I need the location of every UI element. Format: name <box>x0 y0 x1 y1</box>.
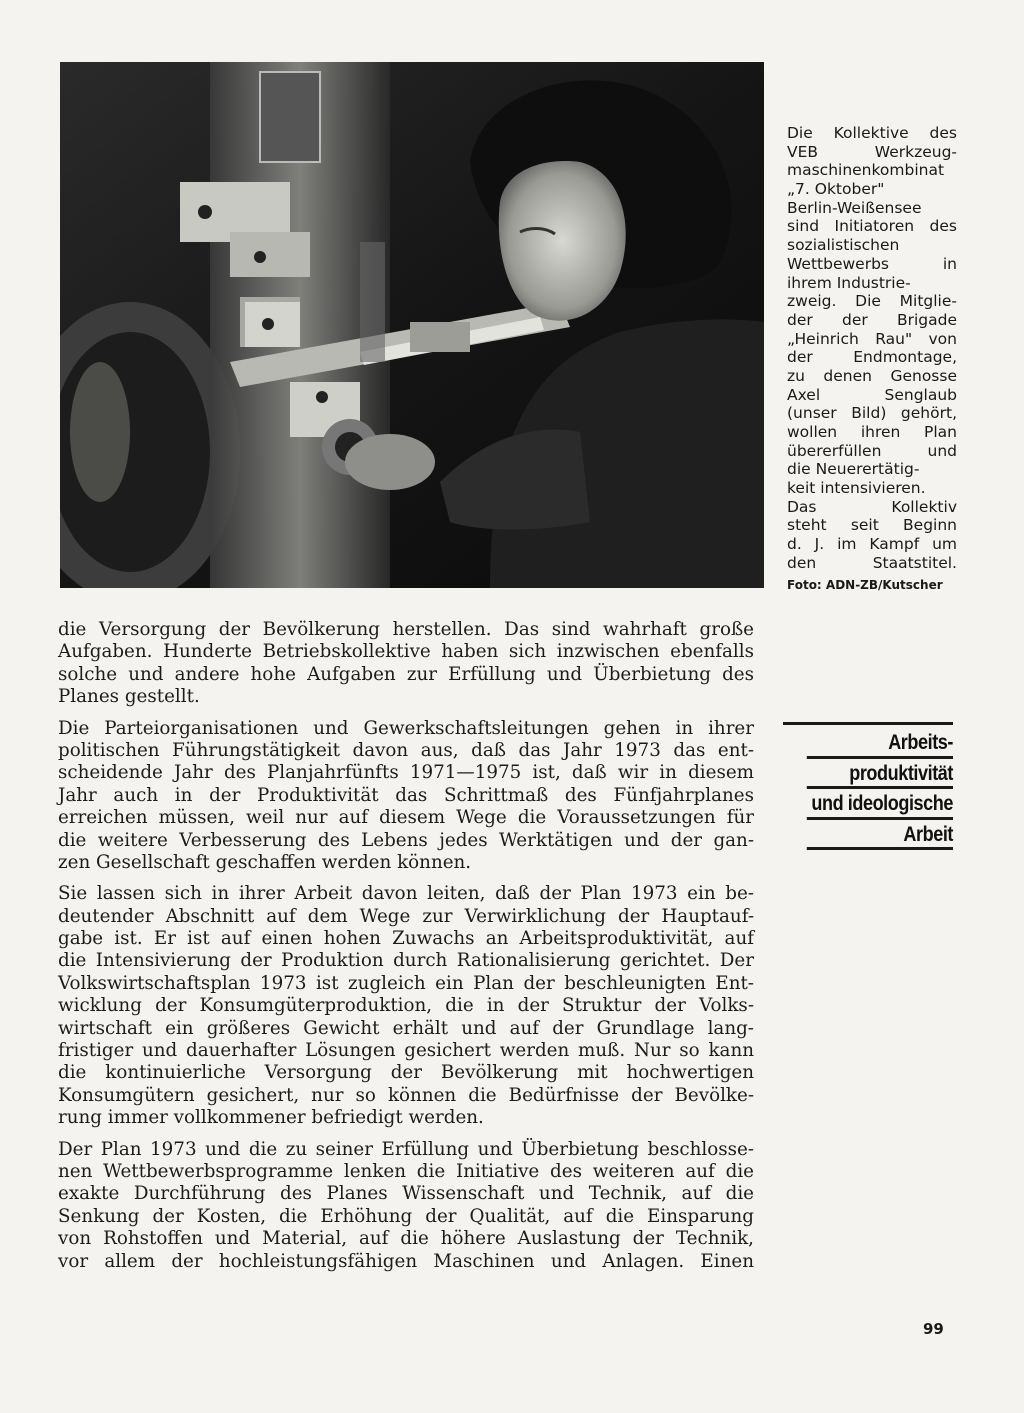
caption-line: sind Initiatoren des <box>787 217 957 236</box>
caption-line: „Heinrich Rau" von <box>787 329 957 348</box>
text-line: Volkswirtschaftsplan 1973 ist zugleich ein Plan der beschleunigten Ent- <box>58 972 754 994</box>
caption-line: Axel Senglaub <box>787 385 957 404</box>
text-line: die Versorgung der Bevölkerung herstellen. Das sind wahrhaft große <box>58 619 754 640</box>
text-line: Sie lassen sich in ihrer Arbeit davon leiten, daß der Plan 1973 ein be- <box>58 883 754 905</box>
text-line: erreichen müssen, weil nur auf diesem Wege die Voraussetzungen für <box>58 807 754 829</box>
caption-line: sozialistischen <box>787 236 900 255</box>
caption-line: (unser Bild) gehört, <box>787 404 957 423</box>
caption-line: VEB Werkzeug- <box>787 142 957 161</box>
text-line: exakte Durchführung des Planes Wissenschaft und Technik, auf die <box>58 1183 754 1205</box>
side-heading-line: und ideologische <box>807 789 953 820</box>
text-line: vor allem der hochleistungsfähigen Maschinen und Anlagen. Einen <box>58 1250 754 1272</box>
caption-line: steht seit Beginn <box>787 516 957 535</box>
page-number: 99 <box>923 1320 944 1338</box>
caption-line: der der Brigade <box>787 310 957 329</box>
text-line: Die Parteiorganisationen und Gewerkschaftsleitungen gehen in ihrer <box>58 717 754 739</box>
caption-line: zu denen Genosse <box>787 366 957 385</box>
text-line: scheidende Jahr des Planjahrfünfts 1971—1975 ist, daß wir in diesem <box>58 762 754 784</box>
text-line: die kontinuierliche Versorgung der Bevölkerung mit hochwertigen <box>58 1062 754 1084</box>
caption-line: keit intensivieren. <box>787 479 926 498</box>
text-line: fristiger und dauerhafter Lösungen gesichert werden muß. Nur so kann <box>58 1040 754 1062</box>
caption-line: Die Kollektive des <box>787 124 957 142</box>
text-line: deutender Abschnitt auf dem Wege zur Verwirklichung der Hauptauf- <box>58 905 754 927</box>
side-heading <box>783 722 953 850</box>
caption-line: den Staatstitel. <box>787 553 957 572</box>
caption-line: die Neuerertätig- <box>787 460 920 479</box>
text-line: Konsumgütern gesichert, nur so können die Bedürfnisse der Bevölke- <box>58 1084 754 1106</box>
text-line: die weitere Verbesserung des Lebens jedes Werktätigen und der gan- <box>58 829 754 851</box>
text-line: nen Wettbewerbsprogramme lenken die Initiative des weiteren auf die <box>58 1160 754 1182</box>
caption-line: Das Kollektiv <box>787 497 957 516</box>
text-line: rung immer vollkommener befriedigt werden. <box>58 1107 484 1129</box>
side-heading-line: Arbeits- <box>807 728 953 759</box>
caption-line: wollen ihren Plan <box>787 423 957 441</box>
caption-line: Berlin-Weißensee <box>787 198 922 217</box>
paragraph <box>58 883 754 1129</box>
side-heading-line: Arbeit <box>807 820 953 851</box>
text-line: politischen Führungstätigkeit davon aus, daß das Jahr 1973 das ent- <box>58 739 754 761</box>
caption-line: der Endmontage, <box>787 348 957 367</box>
caption-line: d. J. im Kampf um <box>787 535 957 554</box>
text-line: zen Gesellschaft geschaffen werden können. <box>58 851 472 873</box>
side-heading-line: produktivität <box>807 759 953 790</box>
paragraph <box>58 619 754 709</box>
text-line: Planes gestellt. <box>58 686 200 708</box>
text-line: Senkung der Kosten, die Erhöhung der Qualität, auf die Einsparung <box>58 1205 754 1227</box>
text-line: Jahr auch in der Produktivität das Schrittmaß des Fünfjahrplanes <box>58 784 754 806</box>
caption-line: „7. Oktober" <box>787 180 885 199</box>
text-line: wirtschaft ein größeres Gewicht erhält und auf der Grundlage lang- <box>58 1017 754 1039</box>
caption-line: zweig. Die Mitglie- <box>787 292 957 311</box>
text-line: die Intensivierung der Produktion durch Rationalisierung gerichtet. Der <box>58 950 754 972</box>
body-text <box>58 619 754 1282</box>
text-line: Der Plan 1973 und die zu seiner Erfüllung und Überbietung beschlosse- <box>58 1138 754 1160</box>
text-line: von Rohstoffen und Material, auf die höhere Auslastung der Technik, <box>58 1228 754 1250</box>
photo-worker-at-machine <box>60 62 764 588</box>
caption-line: übererfüllen und <box>787 441 957 460</box>
text-line: solche und andere hohe Aufgaben zur Erfüllung und Überbietung des <box>58 663 754 685</box>
photo-credit: Foto: ADN-ZB/Kutscher <box>787 578 943 592</box>
paragraph <box>58 718 754 875</box>
caption-line: ihrem Industrie- <box>787 273 911 292</box>
paragraph <box>58 1139 754 1273</box>
caption-line: Wettbewerbs in <box>787 254 957 273</box>
photo-caption <box>787 124 957 573</box>
text-line: wicklung der Konsumgüterproduktion, die in der Struktur der Volks- <box>58 995 754 1017</box>
photo-illustration <box>60 62 764 588</box>
text-line: Aufgaben. Hunderte Betriebskollektive haben sich inzwischen ebenfalls <box>58 641 754 663</box>
text-line: gabe ist. Er ist auf einen hohen Zuwachs an Arbeitsproduktivität, auf <box>58 928 754 950</box>
caption-line: maschinenkombinat <box>787 161 945 180</box>
